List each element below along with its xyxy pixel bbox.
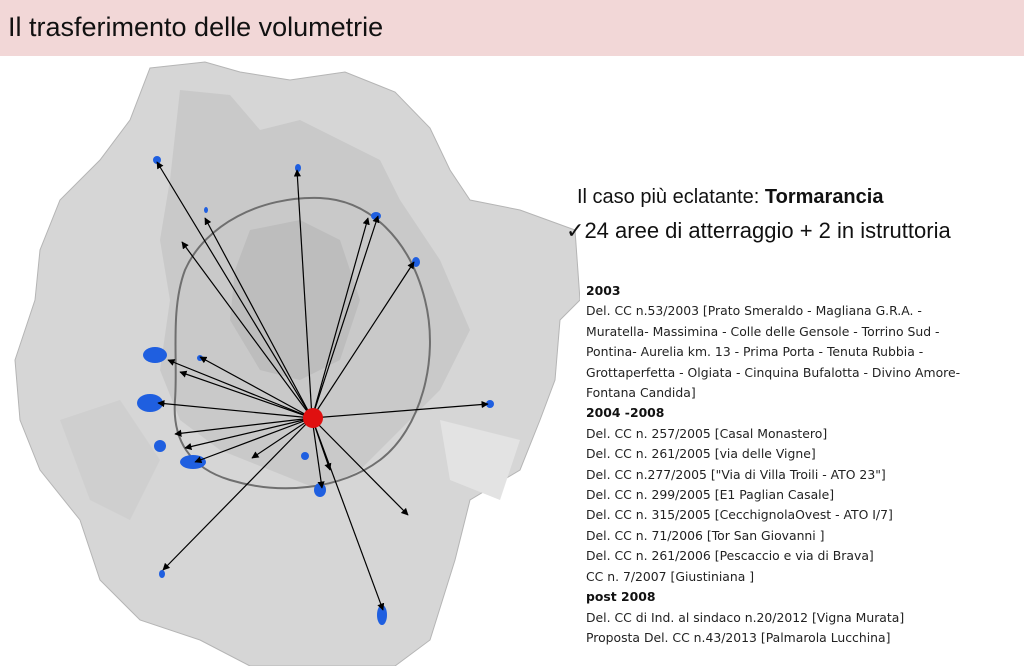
tormarancia-origin-marker — [303, 408, 323, 428]
list-item: Del. CC n. 257/2005 [Casal Monastero] — [586, 425, 828, 441]
headline-prefix: Il caso più eclatante: — [577, 186, 765, 208]
list-item: Del. CC n. 261/2006 [Pescaccio e via di Brava] — [586, 548, 874, 564]
list-item: Del. CC di Ind. al sindaco n.20/2012 [Vigna Murata] — [586, 609, 905, 625]
slide-title: Il trasferimento delle volumetrie — [8, 12, 384, 42]
section-heading-2004-2008: 2004 -2008 — [586, 405, 665, 421]
headline — [577, 186, 883, 209]
rome-transfer-map — [0, 56, 580, 666]
section-heading-post-2008: post 2008 — [586, 589, 656, 605]
headline-highlight: Tormarancia — [764, 186, 884, 208]
list-item: Del. CC n. 299/2005 [E1 Paglian Casale] — [586, 487, 835, 503]
list-item: Fontana Candida] — [586, 385, 696, 401]
list-item: Proposta Del. CC n.43/2013 [Palmarola Lucchina] — [586, 629, 891, 645]
municipality-outline — [15, 62, 580, 666]
subline-text: 24 aree di atterraggio + 2 in istruttoria — [584, 218, 951, 243]
list-item: Del. CC n.277/2005 ["Via di Villa Troili - ATO 23"] — [586, 466, 886, 482]
list-item: Del. CC n. 71/2006 [Tor San Giovanni ] — [586, 527, 825, 543]
list-item: Pontina- Aurelia km. 13 - Prima Porta - Tenuta Rubbia - — [586, 344, 924, 360]
list-item: Del. CC n.53/2003 [Prato Smeraldo - Magliana G.R.A. - — [586, 303, 922, 319]
list-item: Grottaperfetta - Olgiata - Cinquina Bufalotta - Divino Amore- — [586, 364, 961, 380]
subline — [566, 218, 951, 244]
list-item: Del. CC n. 315/2005 [CecchignolaOvest - ATO I/7] — [586, 507, 893, 523]
section-heading-2003: 2003 — [586, 283, 621, 298]
list-item: Del. CC n. 261/2005 [via delle Vigne] — [586, 446, 816, 462]
list-item: Muratella- Massimina - Colle delle Gensole - Torrino Sud - — [586, 323, 940, 339]
checkmark-icon: ✓ — [566, 218, 585, 243]
slide-title-bar — [0, 0, 1024, 56]
list-item: CC n. 7/2007 [Giustiniana ] — [586, 568, 755, 584]
deliberation-list — [586, 281, 1016, 648]
